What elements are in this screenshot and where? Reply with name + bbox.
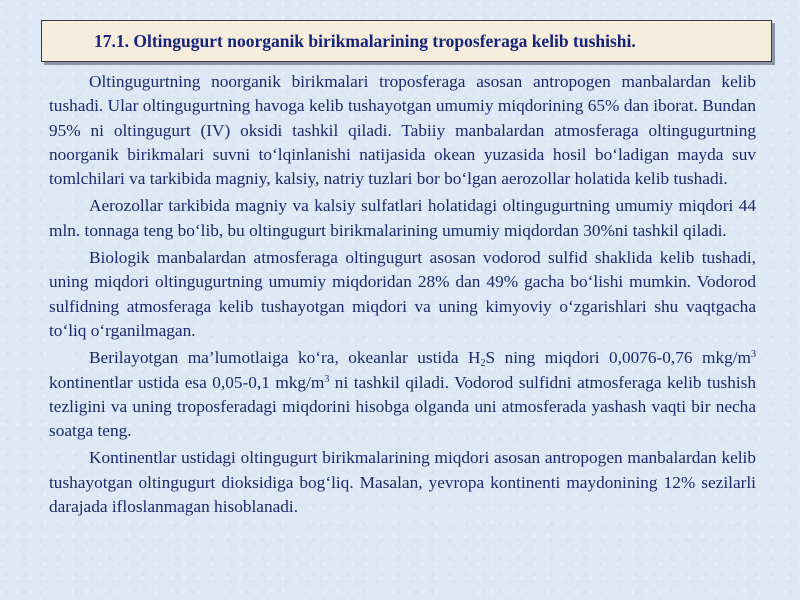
title-box — [41, 20, 772, 62]
superscript-3-b: 3 — [324, 373, 330, 385]
paragraph-1: Oltingugurtning noorganik birikmalari troposferaga asosan antropogen manbalardan kelib tushadi. Ular oltingugurtning havoga kelib tushayotgan umumiy miqdorining 65% dan iborat. Bundan 95% ni oltingugurt (IV) oksidi tashkil qiladi. Tabiiy manbalardan atmosferaga oltingugurtning noorganik birikmalari suvni to‘lqinlanishi natijasida okean yuzasida hosil bo‘ladigan mayda suv tomlchilari va tarkibida magniy, kalsiy, natriy tuzlari bor bo‘lgan aerozollar holatida kelib tushadi. — [49, 72, 756, 189]
paragraph-4-part-1: Berilayotgan ma’lumotlaiga ko‘ra, okeanlar ustida H — [89, 348, 481, 368]
paragraph-4-part-4: ni tashkil qiladi. Vodorod sulfidni atmosferaga kelib tushish tezligini va uning troposferadagi miqdorini hisobga olganda uni atmosferada yashash vaqti bir necha soatga teng. — [49, 372, 756, 441]
paragraph-2: Aerozollar tarkibida magniy va kalsiy sulfatlari holatidagi oltingugurtning umumiy miqdori 44 mln. tonnaga teng bo‘lib, bu oltingugurt birikmalarining umumiy miqdordan 30%ni tashkil qiladi. — [49, 196, 756, 240]
paragraph-5: Kontinentlar ustidagi oltingugurt birikmalarining miqdori asosan antropogen manbalardan kelib tushayotgan oltingugurt dioksidiga bog‘liq. Masalan, yevropa kontinenti maydonining 12% sezilarli darajada ifloslanmagan hisoblanadi. — [49, 448, 756, 517]
paragraph-3: Biologik manbalardan atmosferaga oltingugurt asosan vodorod sulfid shaklida kelib tushadi, uning miqdori oltingugurtning umumiy miqdoridan 28% dan 49% gacha bo‘lishi mumkin. Vodorod sulfidning atmosferaga kelib tushayotgan miqdori va uning kimyoviy o‘zgarishlari shu vaqtgacha to‘liq o‘rganilmagan. — [49, 248, 756, 340]
superscript-3-a: 3 — [751, 349, 756, 361]
paragraph-4-part-2: S ning miqdori 0,0076-0,76 mkg/m — [485, 348, 751, 368]
slide-title: 17.1. Oltingugurt noorganik birikmalarining troposferaga kelib tushishi. — [94, 30, 636, 51]
subscript-2: 2 — [480, 358, 486, 370]
paragraph-4-part-3: kontinentlar ustida esa 0,05-0,1 mkg/m — [49, 372, 325, 392]
paragraph-4 — [49, 346, 756, 443]
body-text — [49, 70, 756, 522]
